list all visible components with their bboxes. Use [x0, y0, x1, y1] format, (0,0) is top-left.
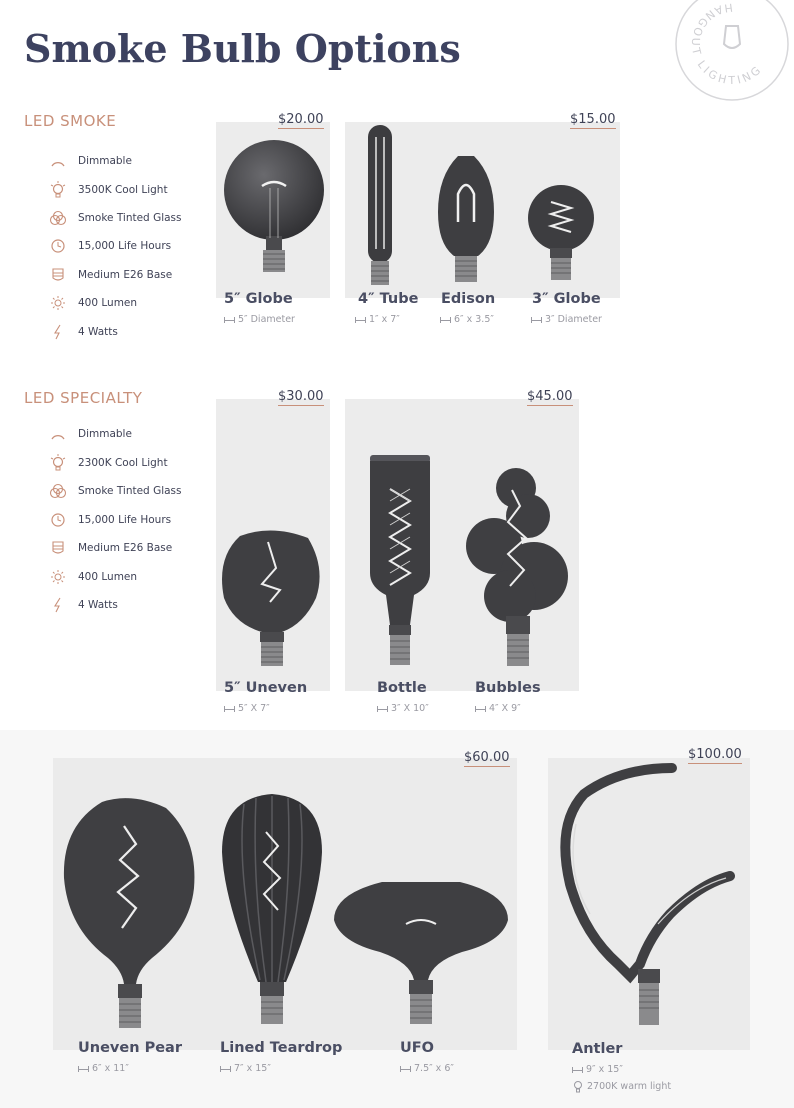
- clock-icon: [48, 237, 68, 255]
- bulb-light-icon: [48, 181, 68, 199]
- feature-label: 15,000 Life Hours: [78, 514, 172, 526]
- price-tag: $20.00: [278, 112, 324, 127]
- feature-item: [48, 424, 218, 444]
- feature-label: Smoke Tinted Glass: [78, 485, 182, 497]
- feature-item: [48, 538, 218, 558]
- feature-label: 4 Watts: [78, 599, 118, 611]
- bulb-name: Bottle: [377, 680, 427, 696]
- dimension-arrow-icon: [224, 706, 235, 712]
- feature-item: [48, 510, 218, 530]
- dimmable-icon: [48, 152, 68, 170]
- bolt-icon: [48, 323, 68, 341]
- dimension-arrow-icon: [377, 706, 388, 712]
- edison-bulb-image: [436, 152, 496, 287]
- feature-item: [48, 567, 218, 587]
- feature-label: Dimmable: [78, 155, 132, 167]
- dimension-arrow-icon: [440, 317, 451, 323]
- globe-3-bulb-image: [526, 184, 596, 288]
- price-tag: $45.00: [527, 389, 573, 404]
- bulb-name: Edison: [441, 291, 496, 307]
- bulb-dimension: 9″ x 15″: [572, 1064, 623, 1075]
- sun-icon: [48, 568, 68, 586]
- globe-5-bulb-image: [222, 140, 326, 290]
- feature-label: 400 Lumen: [78, 297, 138, 309]
- bulb-light-icon: [572, 1079, 584, 1093]
- bulb-dimension: 7.5″ x 6″: [400, 1063, 454, 1074]
- dimension-arrow-icon: [531, 317, 542, 323]
- svg-text:HANGOUT LIGHTING: [689, 1, 765, 88]
- feature-item: [48, 293, 218, 313]
- feature-label: 15,000 Life Hours: [78, 240, 172, 252]
- logo-bulb-icon: [724, 26, 740, 48]
- hangout-lighting-logo: [674, 0, 790, 102]
- dimension-arrow-icon: [224, 317, 235, 323]
- dimension-arrow-icon: [475, 706, 486, 712]
- bulb-dimension: 5″ X 7″: [224, 703, 270, 714]
- bulb-dimension: 3″ Diameter: [531, 314, 602, 325]
- led-specialty-heading: LED SPECIALTY: [24, 389, 143, 407]
- bulb-light-icon: [48, 454, 68, 472]
- price-tag: $15.00: [570, 112, 616, 127]
- bulb-name: Lined Teardrop: [220, 1040, 343, 1056]
- feature-item: [48, 453, 218, 473]
- feature-item: [48, 151, 218, 171]
- lined-teardrop-bulb-image: [220, 792, 324, 1032]
- dimension-arrow-icon: [220, 1066, 231, 1072]
- feature-item: [48, 180, 218, 200]
- feature-label: 2300K Cool Light: [78, 457, 168, 469]
- base-icon: [48, 266, 68, 284]
- price-tag: $60.00: [464, 750, 510, 765]
- logo-text: HANGOUT LIGHTING: [688, 0, 766, 88]
- sun-icon: [48, 294, 68, 312]
- dimension-arrow-icon: [78, 1066, 89, 1072]
- feature-item: [48, 595, 218, 615]
- feature-label: Medium E26 Base: [78, 542, 173, 554]
- bubbles-bulb-image: [464, 466, 572, 670]
- feature-label: 400 Lumen: [78, 571, 138, 583]
- bulb-name: Uneven Pear: [78, 1040, 182, 1056]
- page-title: Smoke Bulb Options: [24, 26, 461, 71]
- bulb-name: 3″ Globe: [532, 291, 601, 307]
- uneven-5-bulb-image: [220, 528, 324, 670]
- dimmable-icon: [48, 425, 68, 443]
- price-tag: $100.00: [688, 747, 742, 762]
- clock-icon: [48, 511, 68, 529]
- bulb-name: 5″ Uneven: [224, 680, 308, 696]
- bulb-dimension: 3″ X 10″: [377, 703, 429, 714]
- feature-label: Smoke Tinted Glass: [78, 212, 182, 224]
- bulb-dimension: 7″ x 15″: [220, 1063, 271, 1074]
- bulb-extra-note: 2700K warm light: [572, 1079, 671, 1093]
- tinted-glass-icon: [48, 482, 68, 500]
- bolt-icon: [48, 596, 68, 614]
- tube-4-bulb-image: [365, 125, 395, 290]
- base-icon: [48, 539, 68, 557]
- ufo-bulb-image: [332, 880, 510, 1030]
- dimension-arrow-icon: [355, 317, 366, 323]
- dimension-arrow-icon: [400, 1066, 411, 1072]
- dimension-arrow-icon: [572, 1067, 583, 1073]
- tinted-glass-icon: [48, 209, 68, 227]
- bulb-name: Bubbles: [475, 680, 541, 696]
- bottle-bulb-image: [368, 455, 432, 670]
- antler-bulb-image: [560, 764, 740, 1034]
- bulb-dimension: 6″ x 3.5″: [440, 314, 494, 325]
- bulb-dimension: 6″ x 11″: [78, 1063, 129, 1074]
- feature-item: [48, 236, 218, 256]
- feature-item: [48, 481, 218, 501]
- feature-item: [48, 322, 218, 342]
- feature-item: [48, 208, 218, 228]
- feature-label: 4 Watts: [78, 326, 118, 338]
- uneven-pear-bulb-image: [62, 798, 198, 1033]
- bulb-name: UFO: [400, 1040, 435, 1056]
- bulb-dimension: 5″ Diameter: [224, 314, 295, 325]
- bulb-name: Antler: [572, 1041, 623, 1057]
- feature-label: 3500K Cool Light: [78, 184, 168, 196]
- bulb-dimension: 1″ x 7″: [355, 314, 400, 325]
- led-smoke-heading: LED SMOKE: [24, 112, 117, 130]
- feature-item: [48, 265, 218, 285]
- bulb-name: 4″ Tube: [358, 291, 419, 307]
- feature-label: Dimmable: [78, 428, 132, 440]
- bulb-name: 5″ Globe: [224, 291, 293, 307]
- feature-label: Medium E26 Base: [78, 269, 173, 281]
- price-tag: $30.00: [278, 389, 324, 404]
- bulb-dimension: 4″ X 9″: [475, 703, 521, 714]
